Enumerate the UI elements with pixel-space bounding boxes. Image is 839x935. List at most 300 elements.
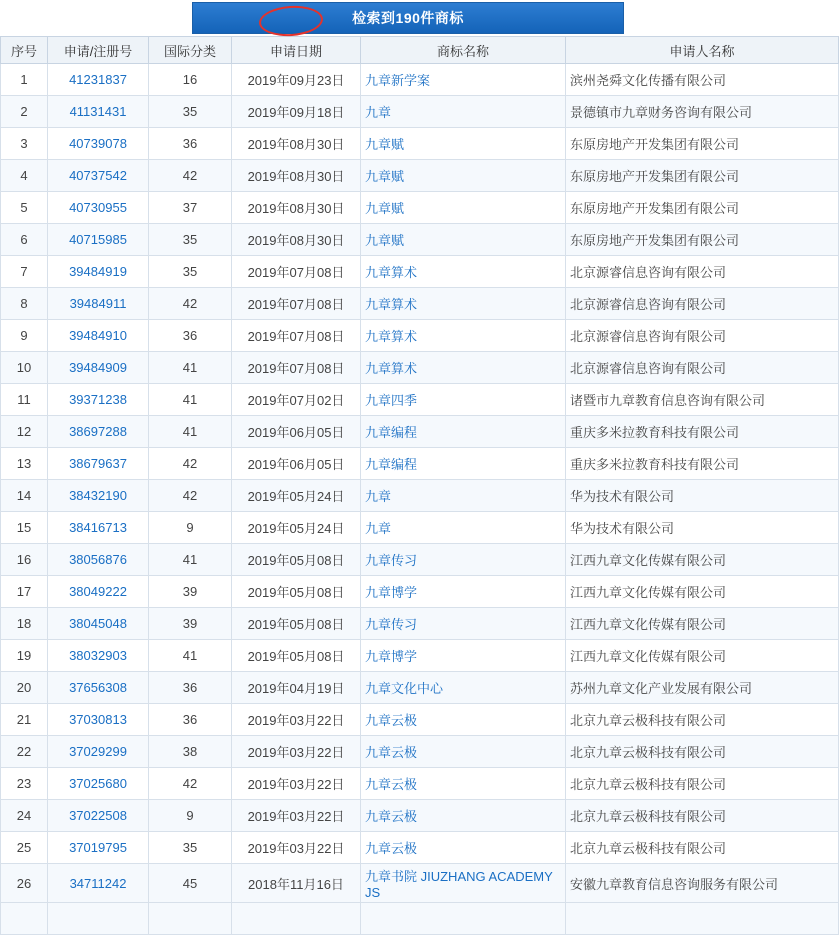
row-intl-class: 36 <box>182 136 198 151</box>
row-intl-class: 39 <box>182 584 198 599</box>
row-regno-link-cell[interactable] <box>48 128 149 160</box>
row-apply-date: 2019年09月23日 <box>247 73 345 88</box>
row-regno-link-cell[interactable] <box>48 512 149 544</box>
table-row[interactable] <box>1 512 839 544</box>
row-applicant-name: 北京九章云极科技有限公司 <box>570 713 727 728</box>
row-intl-class-cell <box>149 608 232 640</box>
row-applicant-name: 东原房地产开发集团有限公司 <box>570 137 740 152</box>
row-index-cell <box>1 704 48 736</box>
row-intl-class-cell <box>149 416 232 448</box>
row-regno-link-cell[interactable] <box>48 192 149 224</box>
table-row[interactable] <box>1 416 839 448</box>
row-intl-class: 41 <box>182 360 198 375</box>
row-applicant-name: 北京源睿信息咨询有限公司 <box>570 329 727 344</box>
row-apply-date: 2019年03月22日 <box>247 713 345 728</box>
row-apply-date: 2019年04月19日 <box>247 681 345 696</box>
row-trademark-link-cell[interactable] <box>361 800 566 832</box>
result-count-text: 检索到190件商标 <box>352 10 464 26</box>
row-index: 18 <box>16 616 32 631</box>
row-regno-link[interactable]: 37019795 <box>69 840 127 855</box>
row-apply-date-cell <box>232 160 361 192</box>
table-header <box>1 37 839 64</box>
row-index-cell <box>1 160 48 192</box>
row-apply-date: 2019年08月30日 <box>247 201 345 216</box>
row-index: 2 <box>20 104 28 119</box>
row-trademark-link[interactable]: 九章赋 <box>365 169 405 184</box>
row-apply-date-cell <box>232 416 361 448</box>
row-applicant-name-cell <box>566 416 839 448</box>
row-apply-date-cell <box>232 672 361 704</box>
row-trademark-link-cell[interactable] <box>361 544 566 576</box>
row-apply-date: 2019年05月08日 <box>247 649 345 664</box>
row-index-cell <box>1 480 48 512</box>
table-row[interactable] <box>1 256 839 288</box>
row-regno-link-cell[interactable] <box>48 480 149 512</box>
row-trademark-link-cell[interactable] <box>361 352 566 384</box>
row-index-cell <box>1 768 48 800</box>
row-intl-class: 41 <box>182 424 198 439</box>
row-apply-date: 2019年07月02日 <box>247 393 345 408</box>
row-apply-date: 2019年03月22日 <box>247 841 345 856</box>
table-row[interactable] <box>1 576 839 608</box>
table-row[interactable] <box>1 96 839 128</box>
row-index: 26 <box>16 875 32 891</box>
row-trademark-link-cell[interactable] <box>361 832 566 864</box>
row-intl-class-cell <box>149 64 232 96</box>
row-trademark-link[interactable]: 九章 <box>365 105 392 120</box>
row-regno-link-cell[interactable] <box>48 416 149 448</box>
row-regno-link-cell[interactable] <box>48 384 149 416</box>
table-row[interactable] <box>1 352 839 384</box>
row-trademark-link[interactable]: 九章算术 <box>365 265 418 280</box>
row-intl-class-cell <box>149 544 232 576</box>
row-regno-link[interactable]: 37029299 <box>69 744 127 759</box>
row-index: 24 <box>16 808 32 823</box>
row-intl-class: 36 <box>182 328 198 343</box>
row-applicant-name: 北京九章云极科技有限公司 <box>570 777 727 792</box>
row-trademark-link-cell[interactable] <box>361 608 566 640</box>
row-regno-link[interactable]: 38045048 <box>69 616 127 631</box>
row-applicant-name-cell <box>566 704 839 736</box>
row-applicant-name: 江西九章文化传媒有限公司 <box>570 617 727 632</box>
row-applicant-name: 重庆多米拉教育科技有限公司 <box>570 457 740 472</box>
table-row[interactable] <box>1 832 839 864</box>
row-index-cell <box>1 384 48 416</box>
row-applicant-name: 北京九章云极科技有限公司 <box>570 841 727 856</box>
row-trademark-link-cell[interactable] <box>361 864 566 903</box>
row-apply-date: 2019年03月22日 <box>247 809 345 824</box>
row-apply-date: 2019年07月08日 <box>247 265 345 280</box>
row-applicant-name-cell <box>566 288 839 320</box>
row-regno-link-cell[interactable] <box>48 448 149 480</box>
row-index-cell <box>1 832 48 864</box>
row-intl-class-cell <box>149 256 232 288</box>
row-regno-link[interactable]: 38697288 <box>69 424 127 439</box>
row-applicant-name-cell <box>566 96 839 128</box>
row-apply-date-cell <box>232 608 361 640</box>
row-applicant-name: 苏州九章文化产业发展有限公司 <box>570 681 753 696</box>
row-intl-class: 36 <box>182 712 198 727</box>
row-regno-link[interactable]: 39484909 <box>69 360 127 375</box>
table-row[interactable] <box>1 800 839 832</box>
row-intl-class: 42 <box>182 488 198 503</box>
row-index-cell <box>1 800 48 832</box>
row-apply-date-cell <box>232 544 361 576</box>
row-regno-link[interactable]: 38049222 <box>69 584 127 599</box>
row-index: 21 <box>16 712 32 727</box>
row-index-cell <box>1 288 48 320</box>
row-trademark-link-cell[interactable] <box>361 256 566 288</box>
row-regno-link-cell[interactable] <box>48 736 149 768</box>
partial-cell <box>149 903 232 935</box>
row-trademark-link-cell[interactable] <box>361 64 566 96</box>
row-trademark-link-cell[interactable] <box>361 320 566 352</box>
table-row[interactable] <box>1 128 839 160</box>
row-index: 10 <box>16 360 32 375</box>
row-trademark-link[interactable]: 九章博学 <box>365 649 418 664</box>
row-index-cell <box>1 640 48 672</box>
row-regno-link[interactable]: 38032903 <box>69 648 127 663</box>
row-trademark-link[interactable]: 九章算术 <box>365 329 418 344</box>
row-trademark-link[interactable]: 九章编程 <box>365 457 418 472</box>
row-regno-link-cell[interactable] <box>48 160 149 192</box>
row-regno-link-cell[interactable] <box>48 288 149 320</box>
table-row[interactable] <box>1 192 839 224</box>
row-regno-link-cell[interactable] <box>48 224 149 256</box>
row-apply-date-cell <box>232 384 361 416</box>
row-regno-link-cell[interactable] <box>48 672 149 704</box>
partial-cell <box>361 903 566 935</box>
row-index-cell <box>1 608 48 640</box>
row-applicant-name-cell <box>566 800 839 832</box>
row-trademark-link[interactable]: 九章算术 <box>365 297 418 312</box>
row-trademark-link[interactable]: 九章四季 <box>365 393 418 408</box>
row-intl-class: 42 <box>182 776 198 791</box>
row-trademark-link[interactable]: 九章云极 <box>365 745 418 760</box>
row-index: 3 <box>20 136 28 151</box>
row-trademark-link[interactable]: 九章云极 <box>365 713 418 728</box>
row-trademark-link-cell[interactable] <box>361 224 566 256</box>
row-index: 14 <box>16 488 32 503</box>
row-apply-date: 2019年03月22日 <box>247 745 345 760</box>
row-regno-link[interactable]: 39484911 <box>69 296 127 311</box>
row-applicant-name-cell <box>566 512 839 544</box>
row-index-cell <box>1 128 48 160</box>
row-apply-date-cell <box>232 704 361 736</box>
row-applicant-name-cell <box>566 672 839 704</box>
row-index: 13 <box>16 456 32 471</box>
row-regno-link[interactable]: 34711242 <box>69 875 127 891</box>
row-regno-link[interactable]: 37656308 <box>69 680 127 695</box>
row-applicant-name-cell <box>566 768 839 800</box>
row-apply-date-cell <box>232 832 361 864</box>
row-regno-link-cell[interactable] <box>48 640 149 672</box>
row-intl-class-cell <box>149 640 232 672</box>
row-apply-date: 2019年07月08日 <box>247 297 345 312</box>
row-trademark-link-cell[interactable] <box>361 96 566 128</box>
row-apply-date: 2019年05月08日 <box>247 553 345 568</box>
column-header-intl-class[interactable]: 国际分类 <box>149 37 232 64</box>
row-trademark-link[interactable]: 九章书院 JIUZHANG ACADEMY JS <box>365 869 553 900</box>
row-regno-link[interactable]: 38679637 <box>69 456 127 471</box>
table-row[interactable] <box>1 640 839 672</box>
table-row[interactable] <box>1 320 839 352</box>
row-index: 20 <box>16 680 32 695</box>
row-apply-date: 2019年05月08日 <box>247 617 345 632</box>
row-apply-date: 2019年05月08日 <box>247 585 345 600</box>
row-regno-link[interactable]: 41131431 <box>69 104 127 119</box>
row-index: 4 <box>20 168 28 183</box>
row-apply-date-cell <box>232 640 361 672</box>
row-regno-link-cell[interactable] <box>48 832 149 864</box>
row-regno-link[interactable]: 38416713 <box>69 520 127 535</box>
table-row[interactable] <box>1 160 839 192</box>
row-trademark-link-cell[interactable] <box>361 288 566 320</box>
row-applicant-name: 重庆多米拉教育科技有限公司 <box>570 425 740 440</box>
row-apply-date-cell <box>232 288 361 320</box>
row-apply-date-cell <box>232 256 361 288</box>
partial-cell <box>1 903 48 935</box>
row-apply-date: 2019年08月30日 <box>247 137 345 152</box>
row-regno-link[interactable]: 39484910 <box>69 328 127 343</box>
row-apply-date-cell <box>232 64 361 96</box>
row-regno-link[interactable]: 38056876 <box>69 552 127 567</box>
row-applicant-name: 北京九章云极科技有限公司 <box>570 745 727 760</box>
row-regno-link-cell[interactable] <box>48 256 149 288</box>
row-index-cell <box>1 64 48 96</box>
row-intl-class: 41 <box>182 648 198 663</box>
table-row[interactable] <box>1 672 839 704</box>
row-trademark-link-cell[interactable] <box>361 384 566 416</box>
table-row[interactable] <box>1 448 839 480</box>
row-index-cell <box>1 416 48 448</box>
row-intl-class-cell <box>149 384 232 416</box>
row-apply-date-cell <box>232 576 361 608</box>
row-apply-date-cell <box>232 96 361 128</box>
row-regno-link-cell[interactable] <box>48 768 149 800</box>
column-header-index[interactable]: 序号 <box>1 37 48 64</box>
row-trademark-link[interactable]: 九章传习 <box>365 617 418 632</box>
table-row[interactable] <box>1 864 839 903</box>
row-trademark-link[interactable]: 九章赋 <box>365 137 405 152</box>
row-index-cell <box>1 576 48 608</box>
row-intl-class-cell <box>149 224 232 256</box>
row-regno-link[interactable]: 41231837 <box>69 72 127 87</box>
row-regno-link-cell[interactable] <box>48 96 149 128</box>
row-trademark-link[interactable]: 九章 <box>365 521 392 536</box>
row-trademark-link-cell[interactable] <box>361 480 566 512</box>
row-index: 5 <box>20 200 28 215</box>
row-regno-link-cell[interactable] <box>48 320 149 352</box>
row-regno-link-cell[interactable] <box>48 544 149 576</box>
row-trademark-link[interactable]: 九章算术 <box>365 361 418 376</box>
row-applicant-name: 北京九章云极科技有限公司 <box>570 809 727 824</box>
row-apply-date: 2019年05月24日 <box>247 489 345 504</box>
row-regno-link[interactable]: 37022508 <box>69 808 127 823</box>
row-index-cell <box>1 448 48 480</box>
row-apply-date-cell <box>232 768 361 800</box>
row-trademark-link-cell[interactable] <box>361 448 566 480</box>
row-intl-class: 35 <box>182 232 198 247</box>
table-row[interactable] <box>1 736 839 768</box>
row-intl-class-cell <box>149 864 232 903</box>
row-trademark-link[interactable]: 九章赋 <box>365 201 405 216</box>
table-row[interactable] <box>1 224 839 256</box>
row-index: 9 <box>20 328 28 343</box>
row-trademark-link[interactable]: 九章新学案 <box>365 73 431 88</box>
row-apply-date: 2018年11月16日 <box>248 876 344 892</box>
row-apply-date-cell <box>232 224 361 256</box>
row-regno-link-cell[interactable] <box>48 64 149 96</box>
row-intl-class: 35 <box>182 264 198 279</box>
row-index: 11 <box>17 392 31 407</box>
row-applicant-name-cell <box>566 544 839 576</box>
row-index: 7 <box>20 264 28 279</box>
row-index-cell <box>1 320 48 352</box>
table-header-row <box>1 37 839 64</box>
row-regno-link-cell[interactable] <box>48 800 149 832</box>
partial-cell <box>232 903 361 935</box>
row-intl-class-cell <box>149 352 232 384</box>
row-index: 1 <box>20 72 28 87</box>
row-apply-date: 2019年08月30日 <box>247 169 345 184</box>
column-header-regno[interactable]: 申请/注册号 <box>48 37 149 64</box>
row-index-cell <box>1 192 48 224</box>
table-row[interactable] <box>1 288 839 320</box>
row-intl-class: 42 <box>182 456 198 471</box>
partial-cell <box>48 903 149 935</box>
row-index-cell <box>1 224 48 256</box>
row-intl-class-cell <box>149 480 232 512</box>
row-regno-link[interactable]: 38432190 <box>69 488 127 503</box>
row-apply-date: 2019年08月30日 <box>247 233 345 248</box>
column-header-apply-date[interactable]: 申请日期 <box>232 37 361 64</box>
row-trademark-link-cell[interactable] <box>361 576 566 608</box>
partial-cell <box>566 903 839 935</box>
row-trademark-link[interactable]: 九章文化中心 <box>365 681 444 696</box>
row-trademark-link-cell[interactable] <box>361 192 566 224</box>
result-banner-area <box>0 0 817 36</box>
column-header-applicant-name[interactable]: 申请人名称 <box>566 37 839 64</box>
row-intl-class-cell <box>149 160 232 192</box>
row-index: 12 <box>16 424 32 439</box>
table-row[interactable] <box>1 480 839 512</box>
row-regno-link[interactable]: 40739078 <box>69 136 127 151</box>
row-intl-class-cell <box>149 320 232 352</box>
row-applicant-name-cell <box>566 736 839 768</box>
row-regno-link[interactable]: 39371238 <box>69 392 127 407</box>
row-apply-date: 2019年06月05日 <box>247 457 345 472</box>
row-applicant-name-cell <box>566 256 839 288</box>
row-regno-link[interactable]: 40737542 <box>69 168 127 183</box>
row-apply-date-cell <box>232 320 361 352</box>
row-apply-date-cell <box>232 352 361 384</box>
row-intl-class-cell <box>149 704 232 736</box>
row-index: 8 <box>20 296 28 311</box>
row-applicant-name-cell <box>566 128 839 160</box>
row-trademark-link[interactable]: 九章云极 <box>365 777 418 792</box>
row-trademark-link[interactable]: 九章传习 <box>365 553 418 568</box>
row-trademark-link-cell[interactable] <box>361 512 566 544</box>
row-intl-class: 41 <box>182 552 198 567</box>
table-row[interactable] <box>1 704 839 736</box>
row-intl-class: 42 <box>182 296 198 311</box>
result-count-banner <box>192 2 624 34</box>
table-row[interactable] <box>1 544 839 576</box>
row-applicant-name: 北京源睿信息咨询有限公司 <box>570 361 727 376</box>
row-trademark-link-cell[interactable] <box>361 128 566 160</box>
row-trademark-link-cell[interactable] <box>361 736 566 768</box>
row-regno-link[interactable]: 39484919 <box>69 264 127 279</box>
row-trademark-link[interactable]: 九章云极 <box>365 841 418 856</box>
table-row[interactable] <box>1 768 839 800</box>
row-trademark-link-cell[interactable] <box>361 640 566 672</box>
row-applicant-name-cell <box>566 192 839 224</box>
row-index: 17 <box>16 584 32 599</box>
row-trademark-link[interactable]: 九章 <box>365 489 392 504</box>
table-row[interactable] <box>1 384 839 416</box>
row-trademark-link[interactable]: 九章编程 <box>365 425 418 440</box>
table-row[interactable] <box>1 64 839 96</box>
row-index: 23 <box>16 776 32 791</box>
row-intl-class: 35 <box>182 840 198 855</box>
row-index-cell <box>1 96 48 128</box>
row-index: 6 <box>20 232 28 247</box>
row-intl-class: 37 <box>182 200 198 215</box>
row-regno-link[interactable]: 37025680 <box>69 776 127 791</box>
row-trademark-link[interactable]: 九章博学 <box>365 585 418 600</box>
row-intl-class-cell <box>149 736 232 768</box>
row-apply-date: 2019年07月08日 <box>247 361 345 376</box>
row-index: 15 <box>16 520 32 535</box>
row-regno-link-cell[interactable] <box>48 608 149 640</box>
row-intl-class: 39 <box>182 616 198 631</box>
row-trademark-link-cell[interactable] <box>361 160 566 192</box>
row-index-cell <box>1 512 48 544</box>
row-regno-link-cell[interactable] <box>48 352 149 384</box>
row-intl-class: 42 <box>182 168 198 183</box>
row-applicant-name-cell <box>566 224 839 256</box>
row-index-cell <box>1 736 48 768</box>
row-applicant-name: 景德镇市九章财务咨询有限公司 <box>570 105 753 120</box>
row-trademark-link-cell[interactable] <box>361 768 566 800</box>
row-regno-link-cell[interactable] <box>48 704 149 736</box>
row-apply-date: 2019年09月18日 <box>247 105 345 120</box>
row-regno-link[interactable]: 40715985 <box>69 232 127 247</box>
table-row[interactable] <box>1 608 839 640</box>
row-trademark-link-cell[interactable] <box>361 416 566 448</box>
row-intl-class: 9 <box>186 520 194 535</box>
row-regno-link-cell[interactable] <box>48 576 149 608</box>
row-trademark-link[interactable]: 九章云极 <box>365 809 418 824</box>
column-header-trademark-name[interactable]: 商标名称 <box>361 37 566 64</box>
row-applicant-name: 华为技术有限公司 <box>570 489 675 504</box>
row-apply-date: 2019年05月24日 <box>247 521 345 536</box>
row-applicant-name: 江西九章文化传媒有限公司 <box>570 585 727 600</box>
row-trademark-link-cell[interactable] <box>361 704 566 736</box>
row-regno-link[interactable]: 40730955 <box>69 200 127 215</box>
row-applicant-name-cell <box>566 480 839 512</box>
row-apply-date-cell <box>232 192 361 224</box>
row-trademark-link-cell[interactable] <box>361 672 566 704</box>
row-trademark-link[interactable]: 九章赋 <box>365 233 405 248</box>
row-regno-link-cell[interactable] <box>48 864 149 903</box>
row-regno-link[interactable]: 37030813 <box>69 712 127 727</box>
trademark-results-table <box>0 36 839 935</box>
row-index: 19 <box>16 648 32 663</box>
row-intl-class: 36 <box>182 680 198 695</box>
row-applicant-name-cell <box>566 384 839 416</box>
